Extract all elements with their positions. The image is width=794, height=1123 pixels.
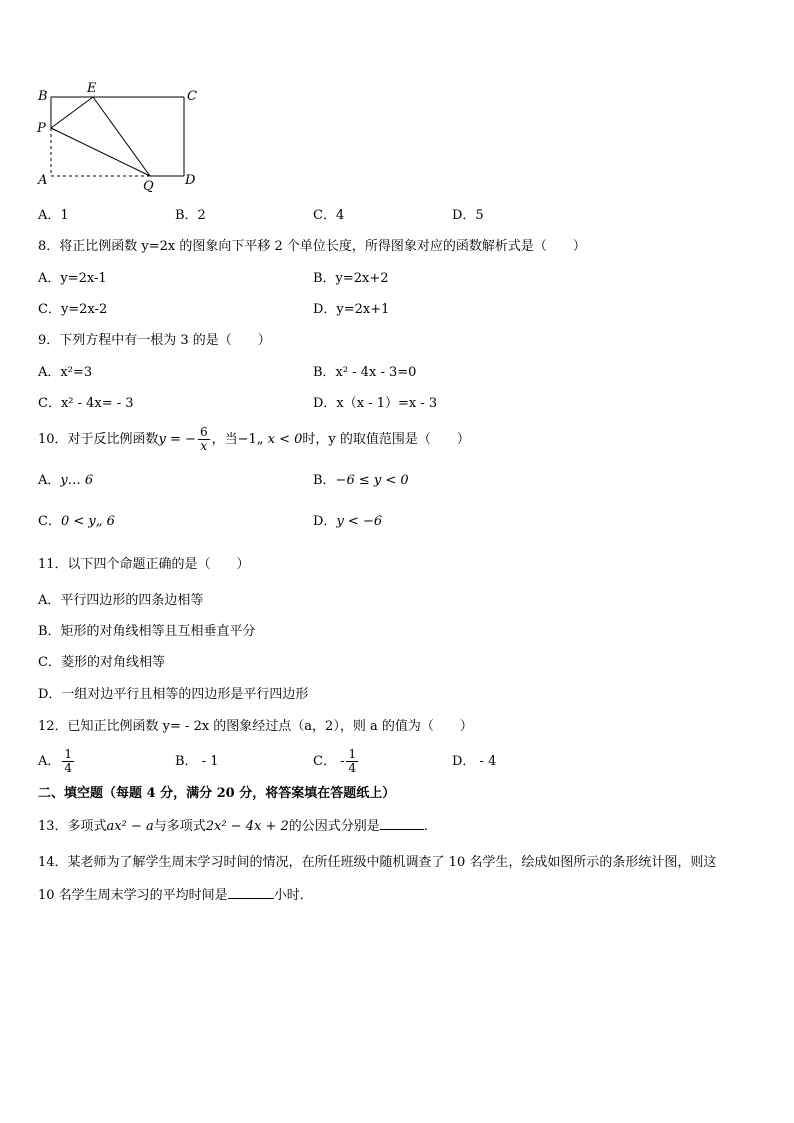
q11-stem: 11．以下四个命题正确的是（ ） bbox=[38, 557, 250, 572]
q14-line2-pre: 10 名学生周末学习的平均时间是 bbox=[38, 888, 228, 903]
q10-frac-den: x bbox=[200, 439, 208, 453]
q8-option-b: B．y=2x+2 bbox=[313, 271, 389, 286]
label-c: C bbox=[187, 89, 197, 104]
q14-line2 bbox=[38, 886, 313, 904]
q10-option-b bbox=[313, 473, 409, 489]
q10-c-expr: 0 < y„ 6 bbox=[60, 514, 115, 529]
q12-c-den: 4 bbox=[348, 761, 357, 775]
q12-a-fraction bbox=[62, 748, 74, 775]
segment-eq bbox=[93, 97, 150, 176]
label-p: P bbox=[37, 121, 46, 136]
q12-a-den: 4 bbox=[64, 761, 73, 775]
segment-pq bbox=[51, 128, 150, 176]
q10-stem-post: 时，y 的取值范围是（ ） bbox=[302, 432, 470, 447]
q10-d-expr: y < −6 bbox=[336, 514, 383, 529]
q10-y-eq: y = − bbox=[158, 432, 196, 447]
q11-option-d: D．一组对边平行且相等的四边形是平行四边形 bbox=[38, 687, 309, 702]
q10-stem bbox=[38, 426, 470, 453]
q12-stem: 12．已知正比例函数 y= - 2x 的图象经过点（a，2），则 a 的值为（ ） bbox=[38, 719, 473, 734]
q8-option-c: C．y=2x-2 bbox=[38, 302, 108, 317]
q7-option-c: C．4 bbox=[313, 208, 345, 223]
q12-a-num: 1 bbox=[64, 747, 73, 761]
segment-pe bbox=[51, 97, 93, 128]
q12-option-a bbox=[38, 744, 76, 780]
q10-b-label: B． bbox=[313, 473, 336, 488]
q10-a-label: A． bbox=[38, 473, 61, 488]
q10-fraction bbox=[198, 426, 210, 453]
q13-end: . bbox=[423, 819, 428, 834]
label-q: Q bbox=[143, 179, 154, 193]
q9-option-d: D．x（x - 1）=x - 3 bbox=[313, 396, 438, 411]
section2-title: 二、填空题（每题 4 分，满分 20 分，将答案填在答题纸上） bbox=[38, 786, 396, 801]
q10-stem-pre: 10．对于反比例函数 bbox=[38, 432, 159, 447]
q13-stem bbox=[38, 817, 428, 835]
q12-c-fraction bbox=[346, 748, 358, 775]
q12-c-label: C． - bbox=[313, 754, 345, 769]
q7-option-a: A．1 bbox=[38, 208, 69, 223]
q8-option-a: A．y=2x-1 bbox=[38, 271, 107, 286]
label-a: A bbox=[38, 173, 48, 188]
q13-answer-blank[interactable] bbox=[380, 817, 424, 830]
q13-mid: 与多项式 bbox=[153, 819, 206, 834]
q9-option-b: B．x² - 4x - 3=0 bbox=[313, 365, 417, 380]
q7-option-b: B．2 bbox=[175, 208, 206, 223]
q10-stem-mid: ，当−1„ bbox=[211, 432, 264, 447]
q14-line2-post: 小时． bbox=[273, 888, 313, 903]
q11-option-a: A．平行四边形的四条边相等 bbox=[38, 593, 204, 608]
rectangle-figure bbox=[30, 78, 210, 193]
q13-pre: 13．多项式 bbox=[38, 819, 107, 834]
q12-option-c bbox=[313, 744, 360, 780]
q12-option-d: D． - 4 bbox=[452, 754, 497, 769]
q10-c-label: C． bbox=[38, 514, 61, 529]
q10-frac-num: 6 bbox=[199, 425, 208, 439]
q13-post: 的公因式分别是 bbox=[288, 819, 380, 834]
q10-option-a bbox=[38, 473, 93, 489]
q11-option-b: B．矩形的对角线相等且互相垂直平分 bbox=[38, 624, 256, 639]
q14-answer-blank[interactable] bbox=[228, 886, 274, 899]
q10-d-label: D． bbox=[313, 514, 337, 529]
q10-cond: x < 0 bbox=[267, 432, 303, 447]
q13-expr1: ax² − a bbox=[106, 819, 154, 834]
label-b: B bbox=[38, 89, 48, 104]
q14-line1: 14．某老师为了解学生周末学习时间的情况，在所任班级中随机调查了 10 名学生，绘成如图所示的条形统计图，则这 bbox=[38, 855, 717, 870]
q13-expr2: 2x² − 4x + 2 bbox=[205, 819, 289, 834]
label-d: D bbox=[185, 173, 196, 188]
q10-option-c bbox=[38, 514, 115, 530]
q10-b-expr: −6 ≤ y < 0 bbox=[335, 473, 409, 488]
q10-a-expr: y… 6 bbox=[60, 473, 94, 488]
label-e: E bbox=[87, 81, 97, 96]
q9-option-c: C．x² - 4x= - 3 bbox=[38, 396, 134, 411]
q8-stem: 8．将正比例函数 y=2x 的图象向下平移 2 个单位长度，所得图象对应的函数解析式是（ ） bbox=[38, 239, 586, 254]
q12-c-num: 1 bbox=[348, 747, 357, 761]
q9-stem: 9．下列方程中有一根为 3 的是（ ） bbox=[38, 333, 271, 348]
q10-option-d bbox=[313, 514, 382, 530]
q9-option-a: A．x²=3 bbox=[38, 365, 93, 380]
q12-option-b: B． - 1 bbox=[175, 754, 219, 769]
q7-option-d: D．5 bbox=[452, 208, 484, 223]
q8-option-d: D．y=2x+1 bbox=[313, 302, 390, 317]
q11-option-c: C．菱形的对角线相等 bbox=[38, 655, 165, 670]
q12-a-label: A． bbox=[38, 754, 61, 769]
